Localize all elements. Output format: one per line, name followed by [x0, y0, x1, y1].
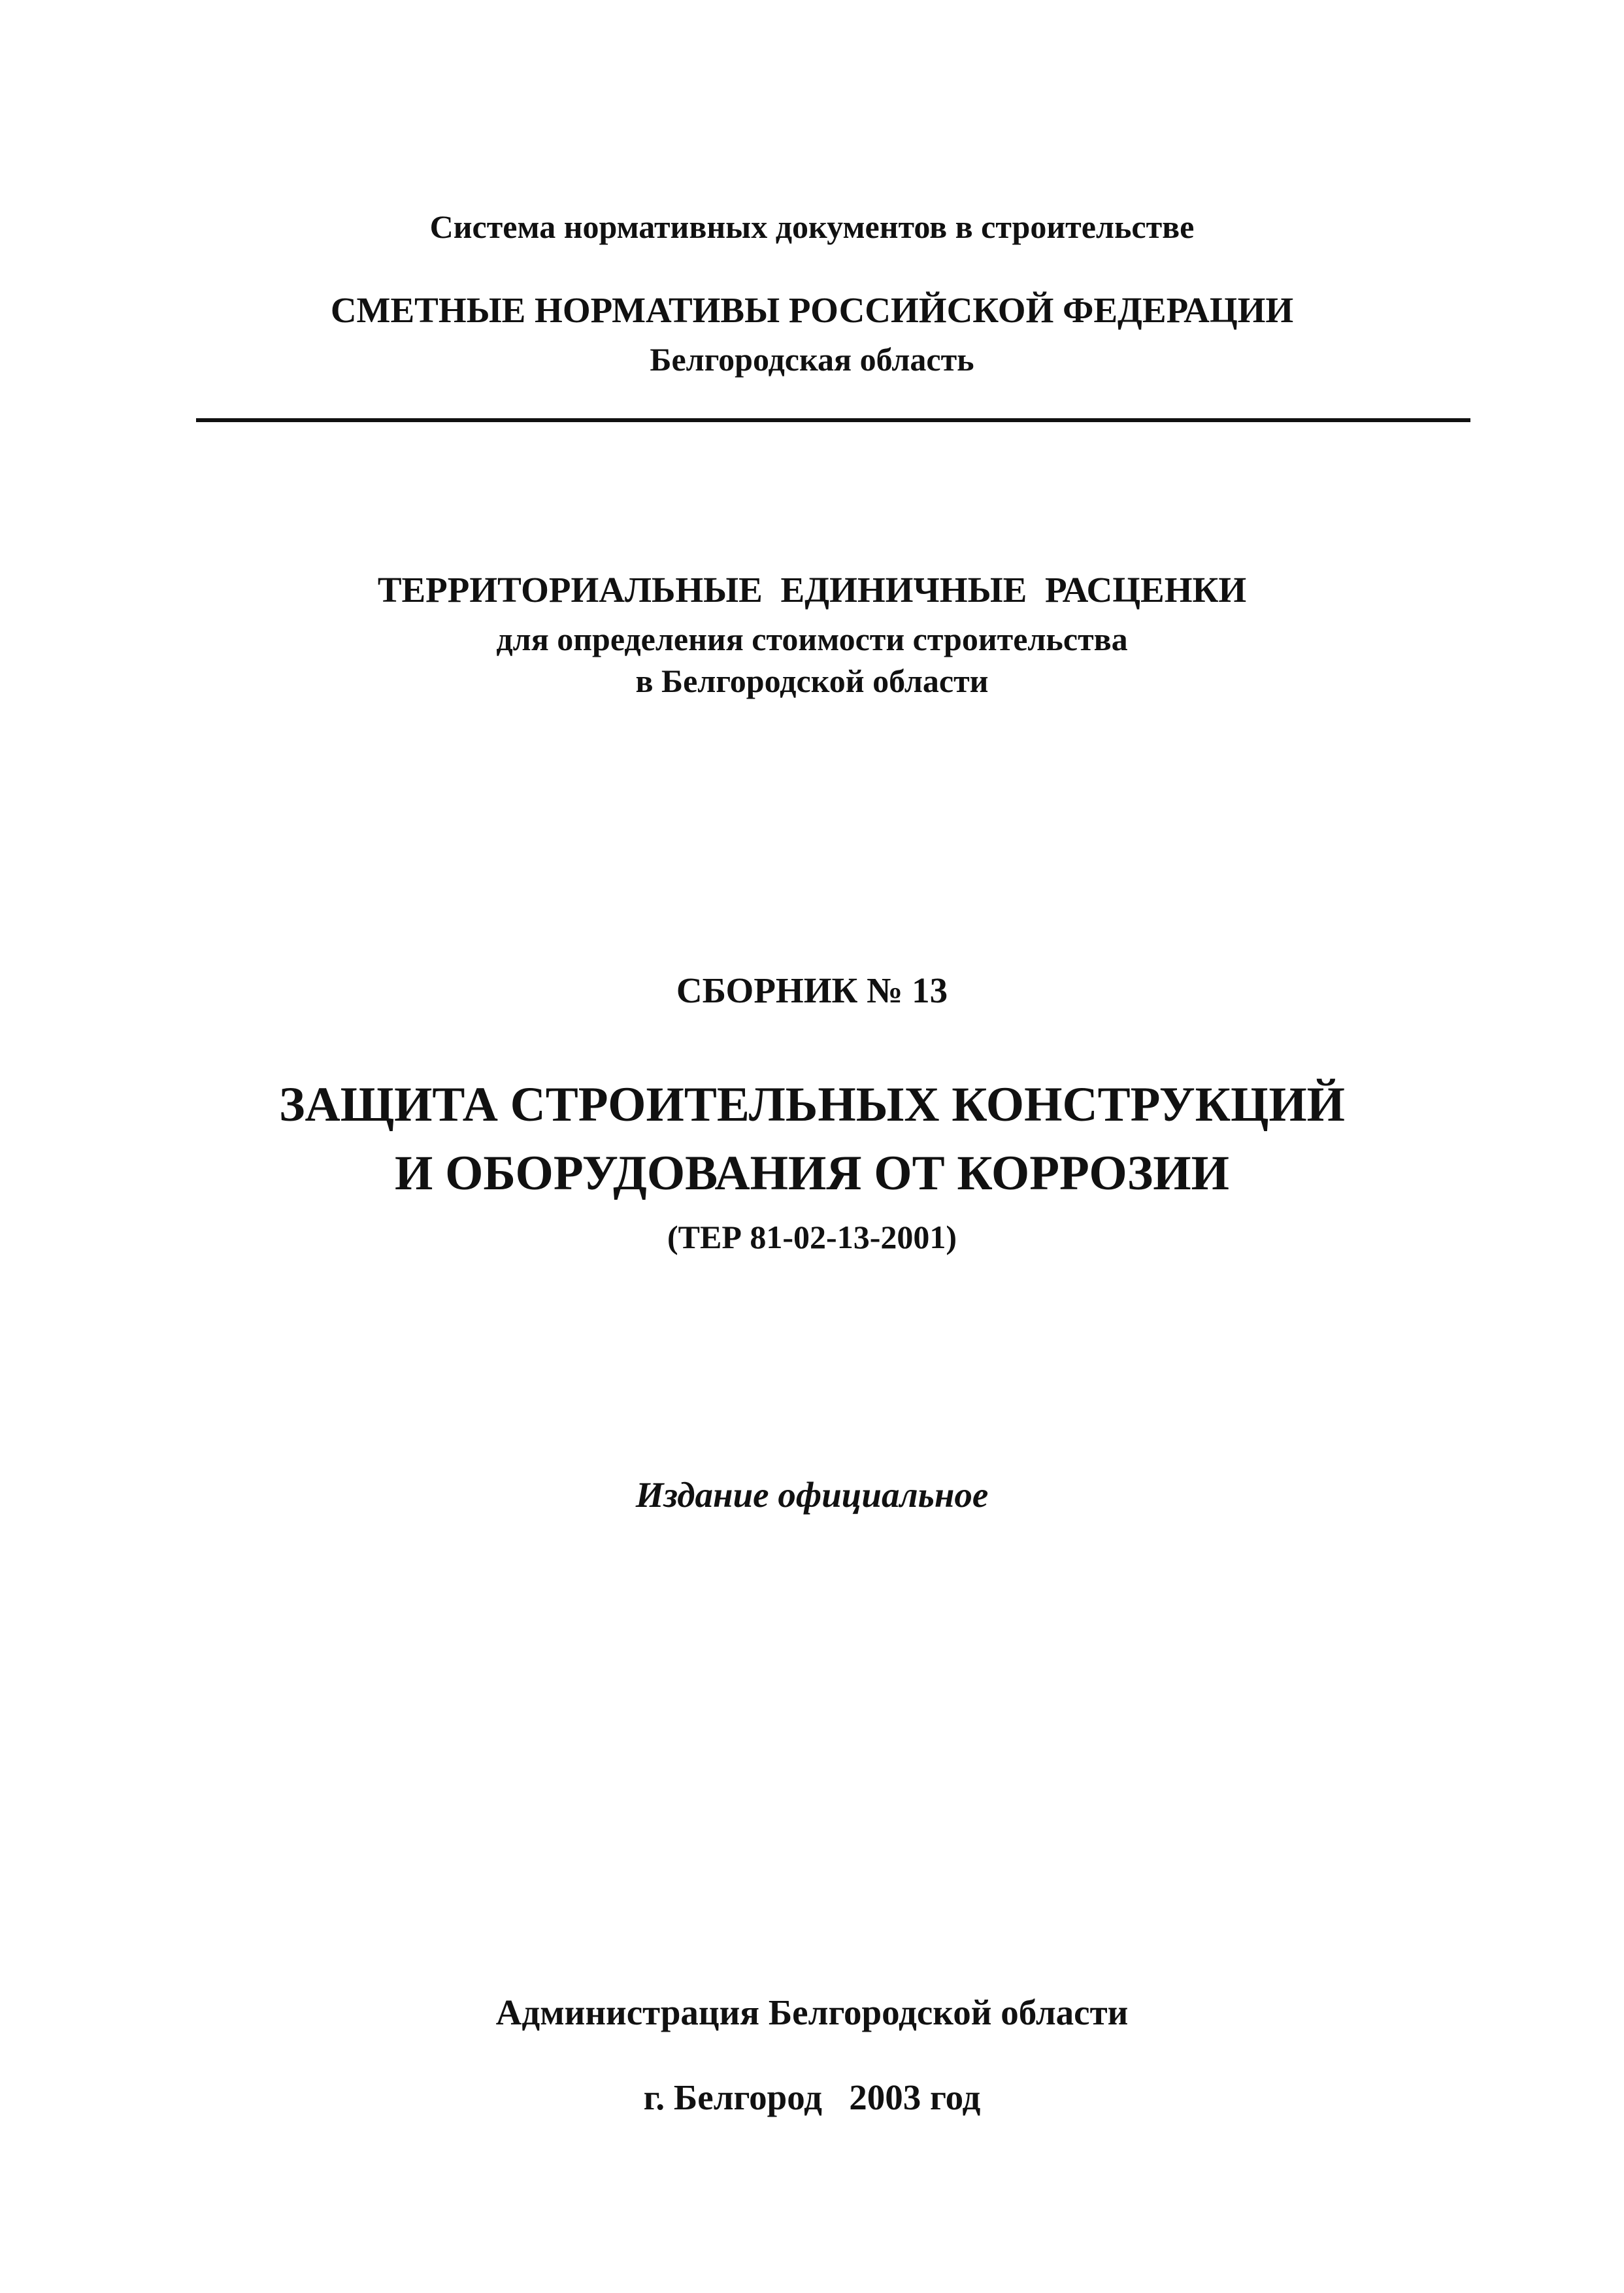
- subject-line-3: в Белгородской области: [635, 663, 989, 699]
- collection-code: (ТЕР 81-02-13-2001): [667, 1219, 957, 1255]
- norms-title: СМЕТНЫЕ НОРМАТИВЫ РОССИЙСКОЙ ФЕДЕРАЦИИ: [330, 290, 1294, 330]
- system-title: Система нормативных документов в строительстве: [429, 208, 1195, 245]
- publisher: Администрация Белгородской области: [495, 1992, 1129, 2032]
- edition-label: Издание официальное: [635, 1475, 989, 1515]
- subject-line-2: для определения стоимости строительства: [496, 621, 1128, 657]
- header-divider: [196, 418, 1470, 422]
- subject-title: ТЕРРИТОРИАЛЬНЫЕ ЕДИНИЧНЫЕ РАСЦЕНКИ: [377, 570, 1247, 610]
- collection-title-line-1: ЗАЩИТА СТРОИТЕЛЬНЫХ КОНСТРУКЦИЙ: [278, 1078, 1346, 1132]
- city-year: г. Белгород 2003 год: [643, 2077, 981, 2117]
- region-name: Белгородская область: [650, 341, 974, 378]
- collection-title-line-2: И ОБОРУДОВАНИЯ ОТ КОРРОЗИИ: [395, 1146, 1229, 1200]
- collection-number: СБОРНИК № 13: [676, 970, 948, 1010]
